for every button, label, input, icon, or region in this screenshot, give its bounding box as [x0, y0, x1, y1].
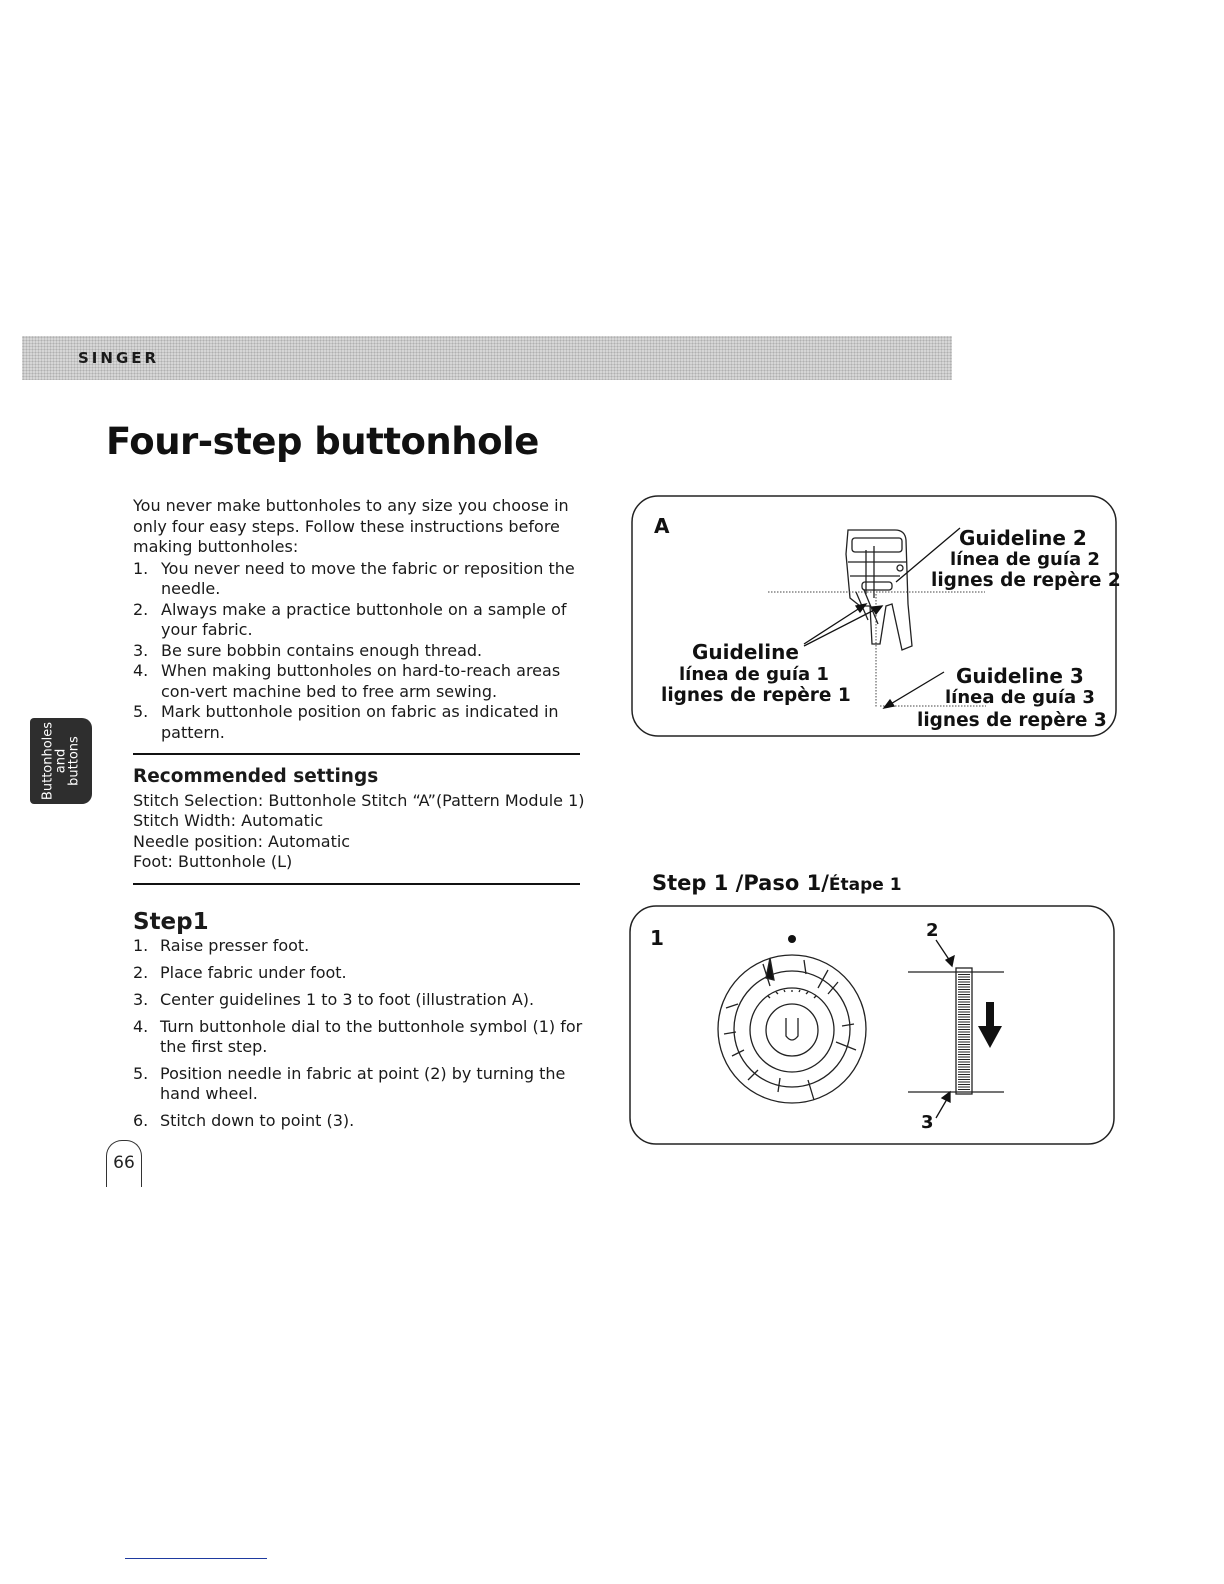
point-2-label: 2 — [926, 920, 939, 941]
guideline2-fr: lignes de repère 2 — [931, 570, 1121, 591]
left-column — [133, 496, 595, 1138]
header-band — [22, 336, 952, 380]
list-item: 2. Always make a practice buttonhole on a sample of your fabric. — [133, 599, 567, 639]
setting-line: Foot: Buttonhole (L) — [133, 852, 293, 871]
page-number: 66 — [106, 1140, 142, 1187]
illustration-step1 — [628, 904, 1118, 1150]
setting-line: Needle position: Automatic — [133, 831, 351, 851]
illustration-step1-drawing — [628, 904, 1118, 1150]
recommended-settings — [133, 791, 595, 873]
list-item: 6. Stitch down to point (3). — [133, 1111, 355, 1130]
section-tab — [30, 718, 92, 804]
setting-line: Stitch Selection: Buttonhole Stitch “A”(Pattern Module 1) — [133, 790, 585, 810]
stitch-hatch — [958, 972, 970, 1090]
divider — [133, 883, 580, 885]
setting-line: Stitch Width: Automatic — [133, 811, 324, 830]
intro-list — [133, 559, 595, 744]
guideline3-es: línea de guía 3 — [945, 687, 1095, 708]
guideline1-en: Guideline — [692, 640, 799, 664]
recommended-heading: Recommended settings — [133, 766, 379, 787]
panel-number: 1 — [650, 926, 664, 950]
list-item: 5. Position needle in fabric at point (2) by turning the hand wheel. — [133, 1064, 566, 1103]
guideline1-fr: lignes de repère 1 — [661, 685, 851, 706]
section-tab-label: Buttonholes and buttons — [40, 721, 82, 801]
guideline3-fr: lignes de repère 3 — [917, 710, 1107, 731]
list-item: 3. Be sure bobbin contains enough thread. — [133, 640, 483, 660]
guideline1-es: línea de guía 1 — [679, 664, 829, 685]
list-item: 4. When making buttonholes on hard-to-reach areas con-vert machine bed to free arm sewing. — [133, 661, 561, 701]
footer-rule — [125, 1558, 267, 1559]
guideline3-en: Guideline 3 — [956, 664, 1084, 688]
intro-text: You never make buttonholes to any size you choose in only four easy steps. Follow these instructions before making buttonholes: — [133, 496, 569, 556]
buttonhole-dial-icon — [718, 955, 866, 1103]
list-item: 3. Center guidelines 1 to 3 to foot (illustration A). — [133, 990, 535, 1009]
brand-logo: SINGER — [78, 349, 160, 367]
presser-foot-icon — [846, 530, 912, 650]
arrow-down-icon — [978, 1002, 1002, 1048]
panel-letter-a: A — [654, 514, 670, 538]
point-3-label: 3 — [921, 1112, 934, 1133]
illustration-a — [630, 494, 1120, 740]
step1-list — [133, 936, 595, 1131]
list-item: 4. Turn buttonhole dial to the buttonhole symbol (1) for the first step. — [133, 1017, 583, 1056]
list-item: 1. Raise presser foot. — [133, 936, 310, 955]
page-title: Four-step buttonhole — [106, 420, 539, 463]
step1-illustration-title: Step 1 /Paso 1/Étape 1 — [652, 871, 902, 895]
list-item: 5. Mark buttonhole position on fabric as indicated in pattern. — [133, 702, 559, 742]
divider — [133, 753, 580, 755]
step1-heading: Step1 — [133, 908, 209, 935]
guideline2-en: Guideline 2 — [959, 526, 1087, 550]
list-item: 1. You never need to move the fabric or reposition the needle. — [133, 558, 575, 598]
list-item: 2. Place fabric under foot. — [133, 963, 347, 982]
guideline2-es: línea de guía 2 — [950, 549, 1100, 570]
